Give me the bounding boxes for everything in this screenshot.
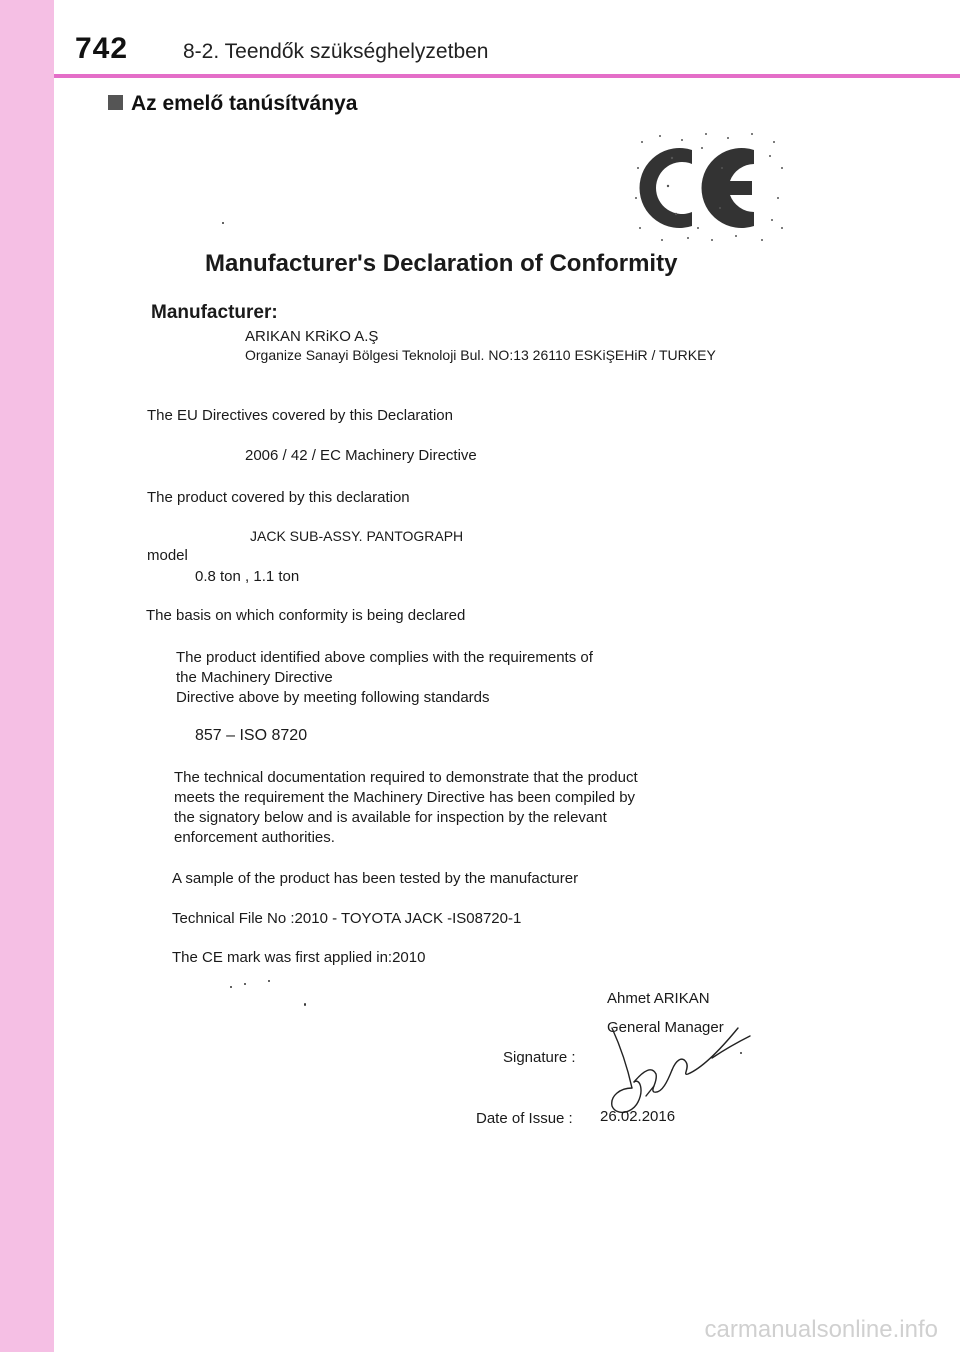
- date-label: Date of Issue :: [476, 1110, 573, 1127]
- tech-doc-line-1: The technical documentation required to demonstrate that the product: [174, 769, 638, 786]
- tech-doc-line-2: meets the requirement the Machinery Directive has been compiled by: [174, 789, 636, 806]
- declaration-heading: Manufacturer's Declaration of Conformity: [205, 250, 678, 277]
- basis-line-1: The product identified above complies with the requirements of: [176, 649, 593, 666]
- scan-speck: [304, 1003, 306, 1006]
- ce-mark-icon: [632, 128, 792, 248]
- model-value: 0.8 ton , 1.1 ton: [195, 568, 300, 585]
- signer-name: Ahmet ARIKAN: [607, 990, 710, 1007]
- scan-speck: [222, 222, 224, 224]
- product-label: The product covered by this declaration: [147, 489, 410, 506]
- basis-line-3: Directive above by meeting following standards: [176, 689, 490, 706]
- basis-label: The basis on which conformity is being declared: [146, 607, 466, 624]
- model-label: model: [147, 547, 188, 564]
- tech-doc-line-4: enforcement authorities.: [174, 829, 335, 846]
- section-title-text: Az emelő tanúsítványa: [131, 92, 358, 115]
- standard-value: 857 – ISO 8720: [195, 727, 308, 744]
- product-name: JACK SUB-ASSY. PANTOGRAPH: [250, 528, 464, 544]
- signer-title: General Manager: [607, 1019, 724, 1036]
- manufacturer-address: Organize Sanayi Bölgesi Teknoloji Bul. NO:13 26110 ESKiŞEHiR / TURKEY: [245, 347, 716, 363]
- chapter-title: 8-2. Teendők szükséghelyzetben: [183, 40, 489, 63]
- scan-speck: [268, 980, 270, 982]
- technical-file: Technical File No :2010 - TOYOTA JACK -IS08720-1: [172, 910, 522, 927]
- ce-first-applied: The CE mark was first applied in:2010: [172, 949, 426, 966]
- signature-label: Signature :: [503, 1049, 576, 1066]
- manufacturer-label: Manufacturer:: [151, 302, 278, 323]
- basis-line-2: the Machinery Directive: [176, 669, 333, 686]
- sample-line: A sample of the product has been tested by the manufacturer: [172, 870, 579, 887]
- directives-label: The EU Directives covered by this Declaration: [147, 407, 453, 424]
- scan-speck: [244, 983, 246, 985]
- tech-doc-line-3: the signatory below and is available for inspection by the relevant: [174, 809, 607, 826]
- directive-line: 2006 / 42 / EC Machinery Directive: [245, 447, 477, 464]
- page-number: 742: [75, 32, 129, 65]
- watermark: carmanualsonline.info: [704, 1316, 938, 1343]
- scan-speck: [740, 1052, 742, 1054]
- manufacturer-name: ARIKAN KRiKO A.Ş: [245, 328, 379, 345]
- handwritten-signature: [592, 1010, 762, 1120]
- scan-speck: [230, 986, 232, 988]
- date-value: 26.02.2016: [600, 1108, 676, 1125]
